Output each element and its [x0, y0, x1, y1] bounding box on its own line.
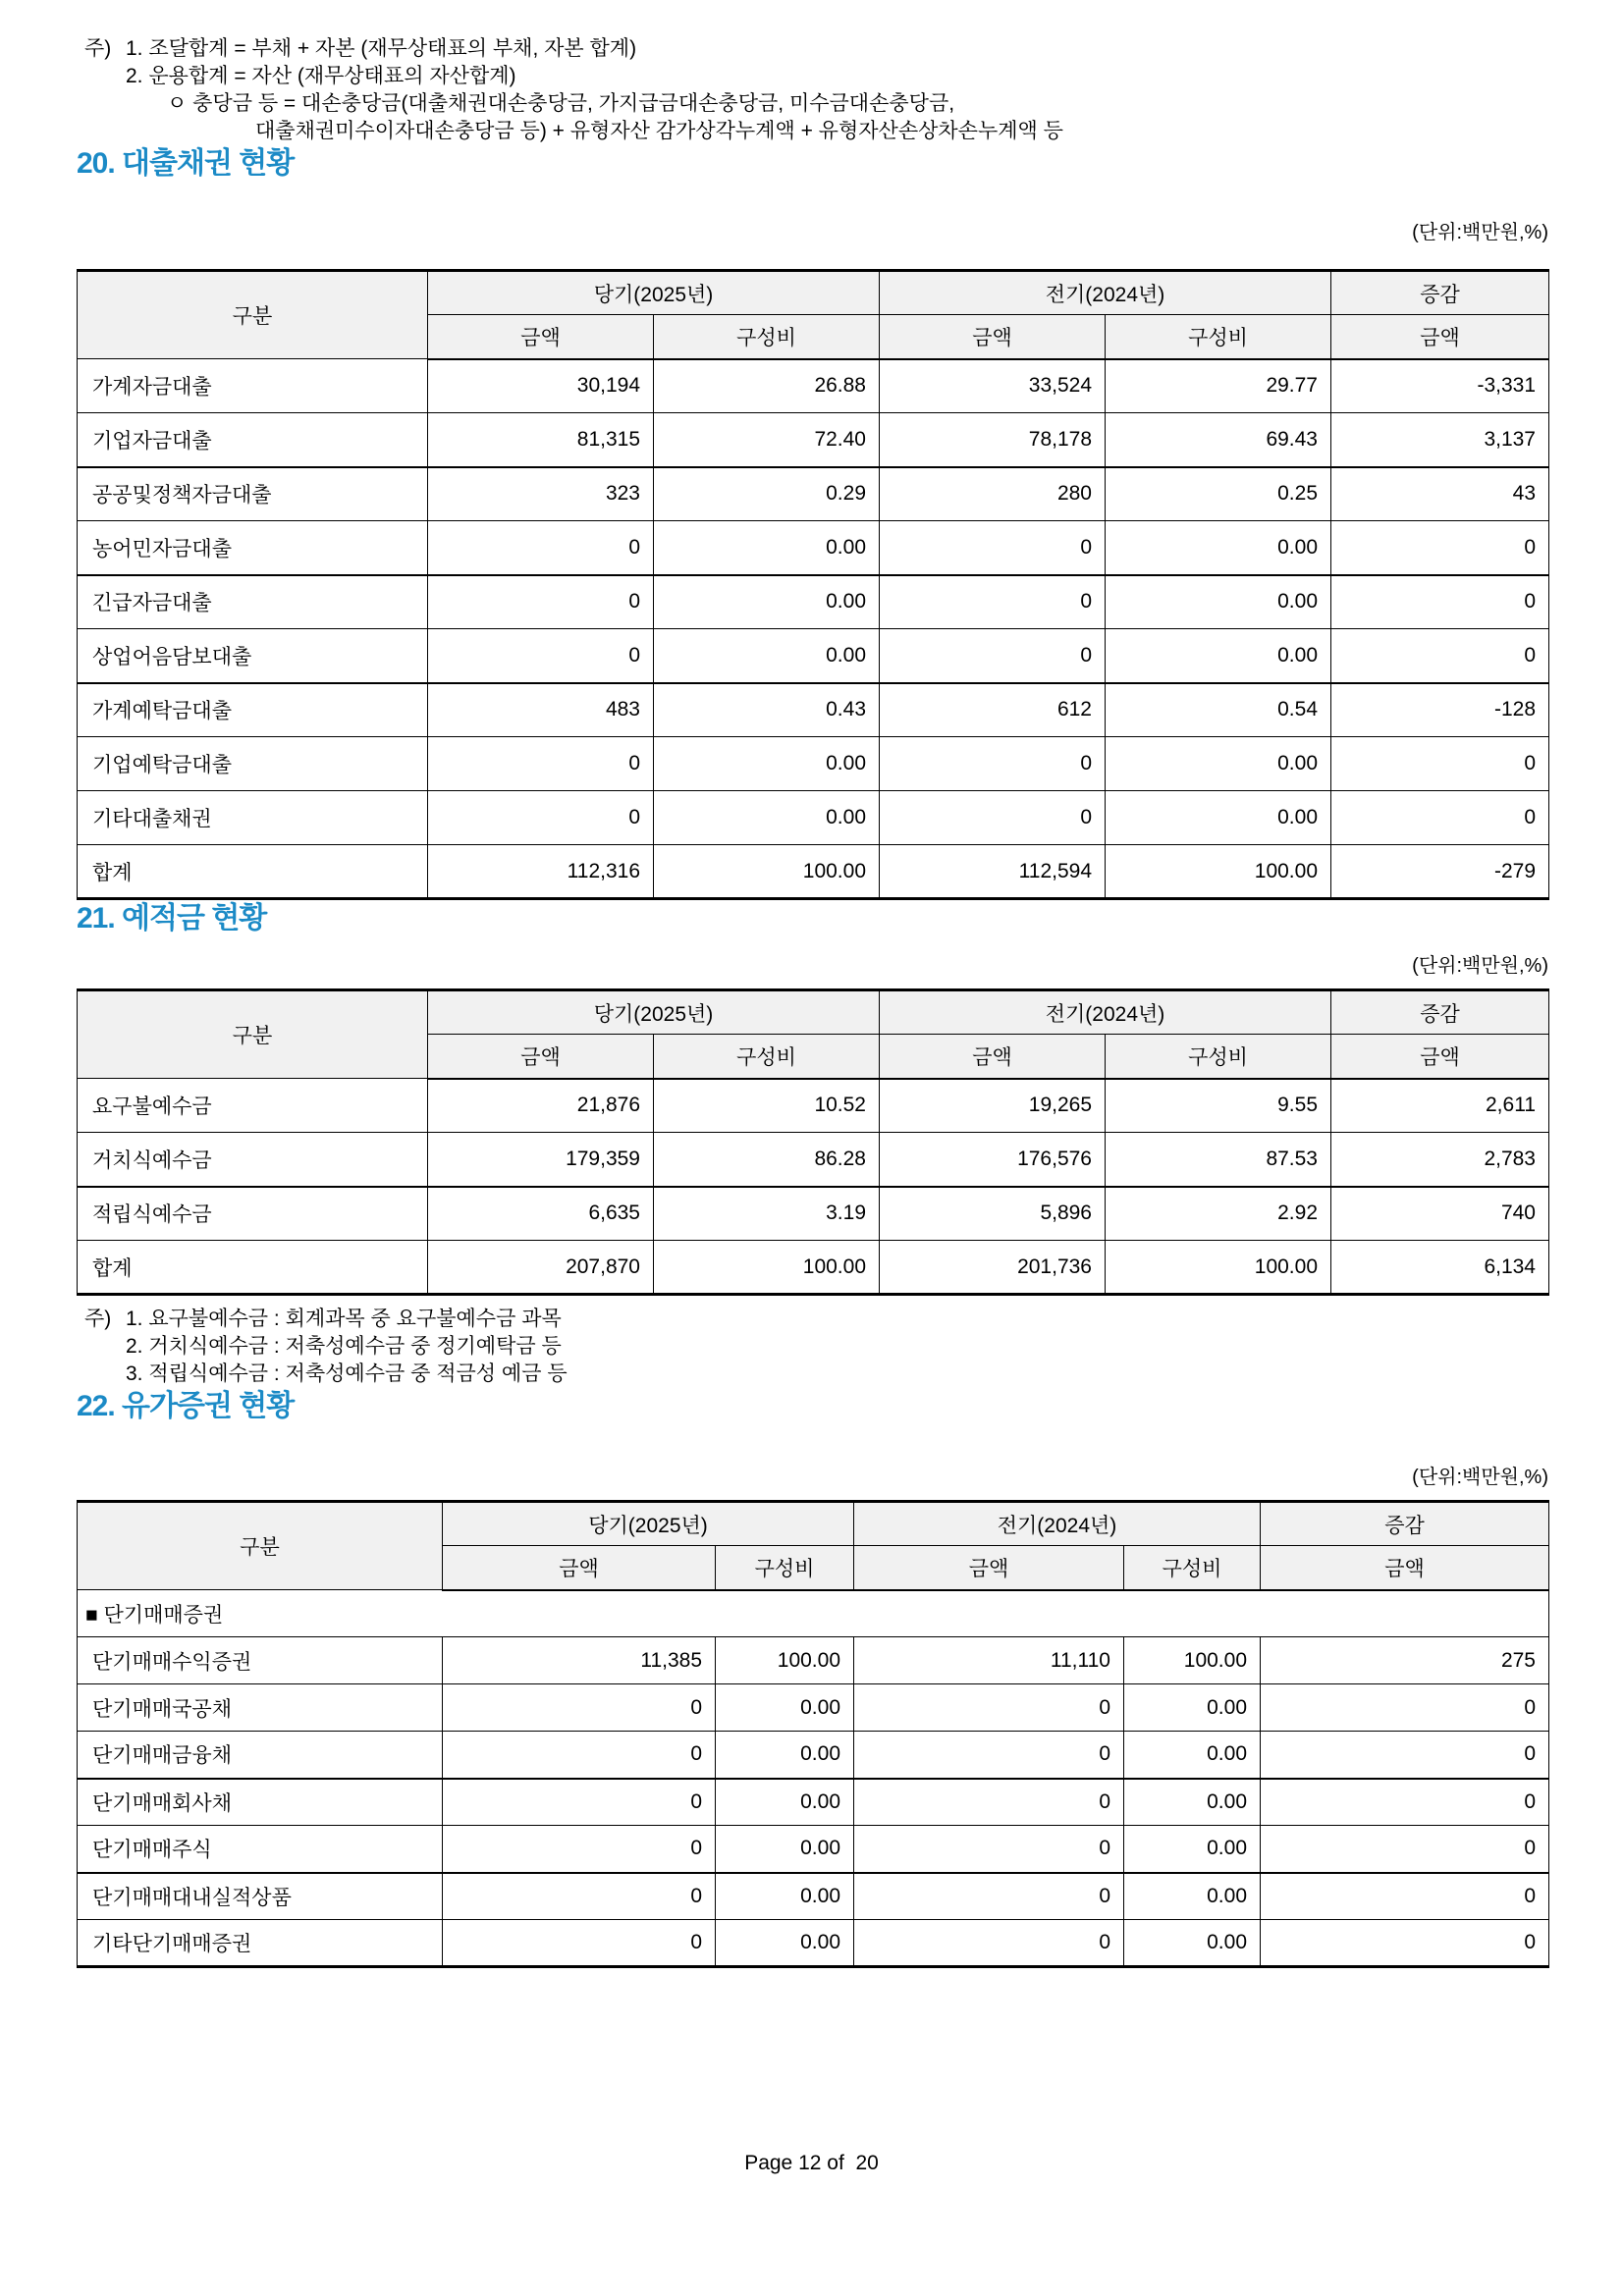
row-value: 19,265 [880, 1079, 1106, 1133]
row-value: 0 [1261, 1920, 1549, 1967]
col-header-prior-period: 전기(2024년) [854, 1502, 1261, 1546]
col-header-ratio: 구성비 [654, 315, 880, 359]
row-value: 179,359 [428, 1133, 654, 1187]
row-label: 단기매매대내실적상품 [78, 1873, 443, 1920]
row-value: 10.52 [654, 1079, 880, 1133]
row-value: 0.00 [1124, 1826, 1261, 1873]
loans-row [78, 683, 1549, 737]
row-value: 0.00 [1124, 1920, 1261, 1967]
page-number: Page 12 of 20 [744, 2152, 879, 2174]
row-value: 0.54 [1106, 683, 1331, 737]
section-22-title: 22. 유가증권 현황 [77, 1390, 295, 1422]
col-header-amount: 금액 [1261, 1546, 1549, 1590]
row-value: 0.00 [1106, 791, 1331, 845]
col-header-amount: 금액 [1331, 1035, 1549, 1079]
row-value: 6,134 [1331, 1241, 1549, 1295]
row-value: 740 [1331, 1187, 1549, 1241]
notes-top [77, 35, 1548, 145]
col-header-amount: 금액 [1331, 315, 1549, 359]
row-value: 612 [880, 683, 1106, 737]
row-label: 가계예탁금대출 [78, 683, 428, 737]
row-value: 0 [880, 791, 1106, 845]
col-header-change: 증감 [1331, 271, 1549, 315]
row-value: 2,611 [1331, 1079, 1549, 1133]
row-value: 201,736 [880, 1241, 1106, 1295]
note-line: 3. 적립식예수금 : 저축성예수금 중 적금성 예금 등 [126, 1362, 568, 1385]
row-value: 0 [428, 791, 654, 845]
col-header-amount: 금액 [428, 315, 654, 359]
deposits-row [78, 1241, 1549, 1295]
col-header-ratio: 구성비 [1106, 315, 1331, 359]
col-header-category: 구분 [78, 1502, 443, 1590]
loans-row [78, 467, 1549, 521]
row-value: 5,896 [880, 1187, 1106, 1241]
row-value: 0 [1261, 1779, 1549, 1826]
row-value: 21,876 [428, 1079, 654, 1133]
row-value: 0 [1331, 521, 1549, 575]
row-value: 112,316 [428, 845, 654, 899]
row-value: 0 [880, 521, 1106, 575]
row-value: 0 [443, 1732, 716, 1779]
row-value: 100.00 [1106, 845, 1331, 899]
row-label: 기타대출채권 [78, 791, 428, 845]
row-value: 0.00 [1124, 1873, 1261, 1920]
row-value: 0 [1331, 629, 1549, 683]
group-header-cell: ■ 단기매매증권 [78, 1590, 1549, 1637]
row-value: 86.28 [654, 1133, 880, 1187]
securities-row [78, 1732, 1549, 1779]
unit-label: (단위:백만원,%) [1412, 955, 1548, 977]
row-label: 적립식예수금 [78, 1187, 428, 1241]
securities-row [78, 1826, 1549, 1873]
row-value: 0 [854, 1684, 1124, 1732]
row-value: 0.00 [716, 1684, 854, 1732]
row-label: 합계 [78, 845, 428, 899]
row-value: 0 [1331, 791, 1549, 845]
col-header-category: 구분 [78, 271, 428, 359]
row-label: 긴급자금대출 [78, 575, 428, 629]
row-value: 0 [1331, 575, 1549, 629]
row-value: 0.00 [1106, 521, 1331, 575]
row-value: 483 [428, 683, 654, 737]
row-label: 단기매매주식 [78, 1826, 443, 1873]
row-value: 3,137 [1331, 413, 1549, 467]
note-line: ㅇ 충당금 등 = 대손충당금(대출채권대손충당금, 가지급금대손충당금, 미수금대손충당금, [167, 92, 955, 115]
row-value: 0 [443, 1779, 716, 1826]
securities-row [78, 1920, 1549, 1967]
loans-row [78, 737, 1549, 791]
row-value: 0 [1331, 737, 1549, 791]
row-value: 0.00 [1124, 1732, 1261, 1779]
col-header-ratio: 구성비 [654, 1035, 880, 1079]
note-label: 주) [84, 37, 112, 60]
row-label: 거치식예수금 [78, 1133, 428, 1187]
securities-row [78, 1779, 1549, 1826]
row-value: 0 [428, 629, 654, 683]
row-value: 0 [428, 737, 654, 791]
row-value: 0.00 [654, 791, 880, 845]
row-value: 0.00 [716, 1873, 854, 1920]
unit-label: (단위:백만원,%) [1412, 222, 1548, 243]
row-value: 3.19 [654, 1187, 880, 1241]
col-header-current-period: 당기(2025년) [428, 271, 880, 315]
col-header-ratio: 구성비 [716, 1546, 854, 1590]
row-value: 100.00 [1124, 1637, 1261, 1684]
row-value: 0 [854, 1873, 1124, 1920]
row-value: -3,331 [1331, 359, 1549, 413]
loans-row [78, 629, 1549, 683]
row-label: 요구불예수금 [78, 1079, 428, 1133]
row-value: 29.77 [1106, 359, 1331, 413]
col-header-change: 증감 [1261, 1502, 1549, 1546]
row-value: 0 [854, 1920, 1124, 1967]
securities-row [78, 1637, 1549, 1684]
row-value: 9.55 [1106, 1079, 1331, 1133]
col-header-amount: 금액 [443, 1546, 716, 1590]
note-line: 대출채권미수이자대손충당금 등) + 유형자산 감가상각누계액 + 유형자산손상차손누계액 등 [255, 120, 1063, 142]
row-label: 기타단기매매증권 [78, 1920, 443, 1967]
loans-row [78, 791, 1549, 845]
notes-deposits [77, 1306, 1548, 1388]
loans-row [78, 575, 1549, 629]
row-value: 100.00 [1106, 1241, 1331, 1295]
row-value: 0.00 [1124, 1684, 1261, 1732]
securities-row [78, 1590, 1549, 1637]
row-value: 0 [880, 575, 1106, 629]
row-value: 0 [443, 1920, 716, 1967]
row-value: 0.00 [716, 1779, 854, 1826]
row-value: 0 [428, 521, 654, 575]
col-header-amount: 금액 [428, 1035, 654, 1079]
row-value: 11,385 [443, 1637, 716, 1684]
col-header-ratio: 구성비 [1106, 1035, 1331, 1079]
row-label: 단기매매수익증권 [78, 1637, 443, 1684]
row-value: 100.00 [654, 845, 880, 899]
row-value: 11,110 [854, 1637, 1124, 1684]
row-value: 0.00 [654, 575, 880, 629]
row-value: 207,870 [428, 1241, 654, 1295]
row-value: 0 [1261, 1684, 1549, 1732]
row-value: 0 [880, 737, 1106, 791]
col-header-current-period: 당기(2025년) [428, 990, 880, 1035]
section-20-title: 20. 대출채권 현황 [77, 147, 295, 180]
row-label: 단기매매국공채 [78, 1684, 443, 1732]
row-value: 0 [1261, 1826, 1549, 1873]
row-label: 농어민자금대출 [78, 521, 428, 575]
row-value: 6,635 [428, 1187, 654, 1241]
row-value: -128 [1331, 683, 1549, 737]
row-value: 0.29 [654, 467, 880, 521]
row-label: 상업어음담보대출 [78, 629, 428, 683]
row-value: -279 [1331, 845, 1549, 899]
note-line: 1. 조달합계 = 부채 + 자본 (재무상태표의 부채, 자본 합계) [126, 37, 637, 60]
deposits-row [78, 1079, 1549, 1133]
row-value: 2.92 [1106, 1187, 1331, 1241]
row-value: 0.00 [654, 521, 880, 575]
row-value: 0.00 [1106, 737, 1331, 791]
row-label: 가계자금대출 [78, 359, 428, 413]
securities-row [78, 1873, 1549, 1920]
row-value: 275 [1261, 1637, 1549, 1684]
note-line: 2. 거치식예수금 : 저축성예수금 중 정기예탁금 등 [126, 1335, 562, 1358]
row-value: 176,576 [880, 1133, 1106, 1187]
row-value: 0.25 [1106, 467, 1331, 521]
row-label: 단기매매회사채 [78, 1779, 443, 1826]
col-header-ratio: 구성비 [1124, 1546, 1261, 1590]
unit-label: (단위:백만원,%) [1412, 1467, 1548, 1488]
row-label: 합계 [78, 1241, 428, 1295]
row-value: 0.00 [1124, 1779, 1261, 1826]
row-value: 280 [880, 467, 1106, 521]
note-label: 주) [84, 1308, 112, 1330]
row-value: 100.00 [654, 1241, 880, 1295]
row-value: 78,178 [880, 413, 1106, 467]
note-line: 2. 운용합계 = 자산 (재무상태표의 자산합계) [126, 65, 516, 87]
row-value: 0.00 [716, 1826, 854, 1873]
loans-table [77, 269, 1549, 900]
col-header-current-period: 당기(2025년) [443, 1502, 854, 1546]
row-value: 100.00 [716, 1637, 854, 1684]
row-value: 323 [428, 467, 654, 521]
col-header-amount: 금액 [880, 1035, 1106, 1079]
row-value: 0 [854, 1826, 1124, 1873]
row-label: 공공및정책자금대출 [78, 467, 428, 521]
deposits-row [78, 1187, 1549, 1241]
loans-row [78, 413, 1549, 467]
row-value: 0 [443, 1684, 716, 1732]
section-21-title: 21. 예적금 현황 [77, 902, 267, 934]
row-value: 0.00 [1106, 575, 1331, 629]
row-label: 기업예탁금대출 [78, 737, 428, 791]
col-header-amount: 금액 [880, 315, 1106, 359]
deposits-row [78, 1133, 1549, 1187]
securities-row [78, 1684, 1549, 1732]
row-value: 0.00 [716, 1920, 854, 1967]
col-header-change: 증감 [1331, 990, 1549, 1035]
row-value: 87.53 [1106, 1133, 1331, 1187]
row-value: 81,315 [428, 413, 654, 467]
col-header-category: 구분 [78, 990, 428, 1079]
col-header-amount: 금액 [854, 1546, 1124, 1590]
row-value: 0 [880, 629, 1106, 683]
deposits-table [77, 988, 1549, 1296]
row-value: 0.00 [654, 737, 880, 791]
loans-row [78, 845, 1549, 899]
row-value: 0.43 [654, 683, 880, 737]
row-value: 43 [1331, 467, 1549, 521]
row-value: 0 [854, 1779, 1124, 1826]
row-label: 기업자금대출 [78, 413, 428, 467]
row-value: 112,594 [880, 845, 1106, 899]
loans-row [78, 521, 1549, 575]
row-value: 26.88 [654, 359, 880, 413]
row-value: 0 [428, 575, 654, 629]
row-value: 0 [1261, 1732, 1549, 1779]
row-value: 0 [443, 1873, 716, 1920]
row-value: 30,194 [428, 359, 654, 413]
securities-table [77, 1500, 1549, 1968]
loans-row [78, 359, 1549, 413]
row-value: 72.40 [654, 413, 880, 467]
row-value: 69.43 [1106, 413, 1331, 467]
row-value: 2,783 [1331, 1133, 1549, 1187]
row-value: 0.00 [654, 629, 880, 683]
col-header-prior-period: 전기(2024년) [880, 990, 1331, 1035]
row-value: 33,524 [880, 359, 1106, 413]
row-value: 0 [1261, 1873, 1549, 1920]
row-value: 0 [443, 1826, 716, 1873]
row-value: 0.00 [1106, 629, 1331, 683]
row-value: 0.00 [716, 1732, 854, 1779]
col-header-prior-period: 전기(2024년) [880, 271, 1331, 315]
row-label: 단기매매금융채 [78, 1732, 443, 1779]
note-line: 1. 요구불예수금 : 회계과목 중 요구불예수금 과목 [126, 1308, 562, 1330]
row-value: 0 [854, 1732, 1124, 1779]
